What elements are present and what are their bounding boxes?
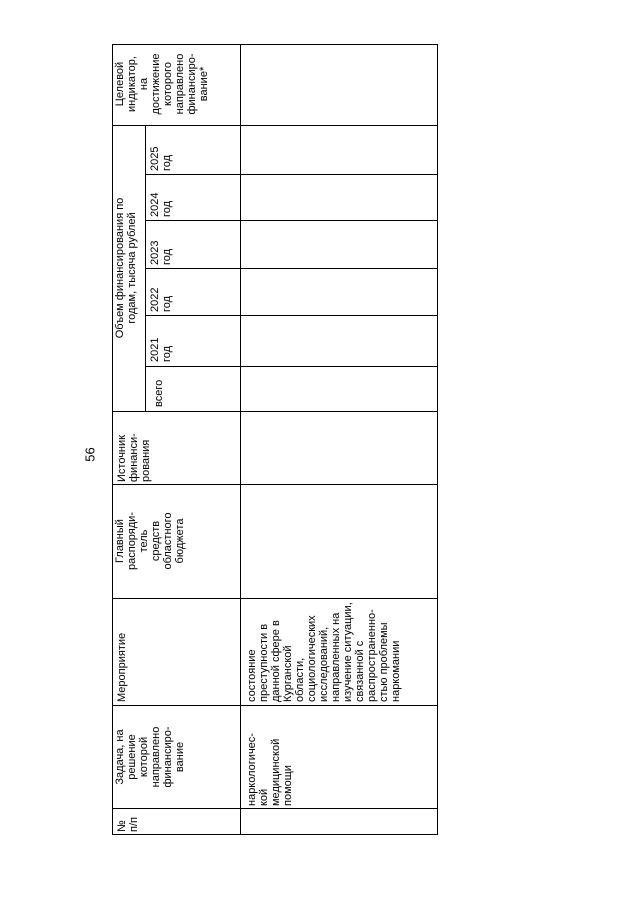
row-event: состояние преступности в данной сфере в Курганской области, социологических исследований, направленных на изучение ситуации, связанной с распространенно- стью проблемы наркомании — [246, 602, 402, 702]
header-year-2022: 2022 год — [149, 287, 173, 312]
header-year-2024: 2024 год — [149, 192, 173, 217]
header-num: № п/п — [116, 817, 140, 832]
header-task: Задача, на решение которой направлено финансиро- вание — [114, 726, 186, 788]
header-total: всего — [153, 379, 165, 407]
header-year-2021: 2021 год — [149, 337, 173, 362]
header-year-2025: 2025 год — [149, 146, 173, 171]
header-indicator: Целевой индикатор, на достижение которого направлено финансиро- вание* — [114, 53, 210, 115]
header-year-2023: 2023 год — [149, 240, 173, 265]
header-source: Источник финанси- рования — [116, 433, 152, 482]
header-event: Мероприятие — [116, 632, 128, 702]
header-manager: Главный распоряди- тель средств областного бюджета — [114, 512, 186, 570]
header-volume: Объем финансирования по годам, тысяча рублей — [114, 197, 138, 339]
row-task: наркологичес- кой медицинской помощи — [246, 733, 294, 806]
page-number: 56 — [82, 446, 98, 462]
